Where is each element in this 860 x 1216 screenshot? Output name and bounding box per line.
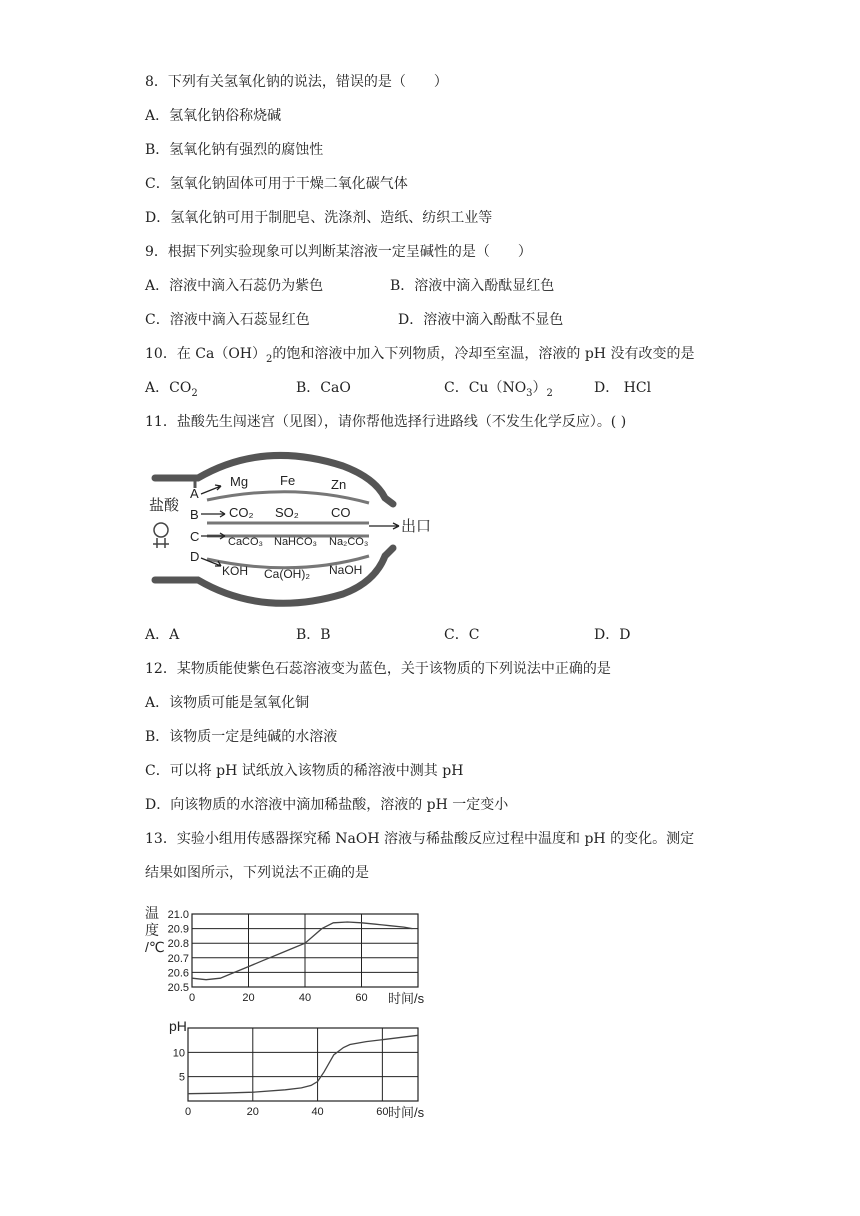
route-label-d: D: [190, 549, 200, 564]
chart1-x-tick-label: 40: [311, 1106, 324, 1118]
chem-naoh: NaOH: [329, 563, 363, 577]
q12-option-a: A．该物质可能是氢氧化铜: [145, 695, 310, 711]
chart0-y-tick-label: 20.5: [167, 982, 189, 994]
q8-option-c: C．氢氧化钠固体可用于干燥二氧化碳气体: [145, 176, 408, 192]
chart1-x-tick-label: 20: [246, 1106, 259, 1118]
ph-chart: [140, 1014, 440, 1122]
q11-option-a: A．A: [145, 627, 180, 643]
q10-option-d: D． HCl: [594, 380, 652, 396]
temperature-chart: [140, 900, 440, 1008]
maze-diagram: [143, 448, 432, 608]
maze-acid-label: 盐酸: [149, 497, 180, 514]
acid-character-body: [153, 538, 169, 548]
q10-option-c: [444, 379, 553, 403]
q10-option-a: [145, 379, 198, 403]
chart1-y-tick-label: 5: [178, 1071, 185, 1084]
q11-stem: 11．盐酸先生闯迷宫（见图），请你帮他选择行进路线（不发生化学反应）。( ): [145, 414, 627, 430]
chart0-y-axis-label: 度: [145, 922, 159, 938]
q8-stem: 8．下列有关氢氧化钠的说法，错误的是（ ）: [145, 74, 448, 90]
q8-option-d: D．氢氧化钠可用于制肥皂、洗涤剂、造纸、纺织工业等: [145, 210, 493, 226]
q11-option-b: B．B: [296, 627, 331, 643]
chem-co: CO: [331, 505, 351, 520]
q10-stem: [145, 345, 694, 369]
chem-nahco3: NaHCO₃: [274, 536, 317, 548]
q10-a-sub: 2: [191, 387, 198, 399]
q8-option-b: B．氢氧化钠有强烈的腐蚀性: [145, 142, 324, 158]
chem-koh: KOH: [222, 564, 249, 578]
q11-option-d: D．D: [594, 627, 631, 643]
chart1-y-tick-label: 10: [172, 1047, 185, 1060]
chart0-y-axis-label: 温: [145, 905, 159, 921]
chart0-y-tick-label: 20.7: [167, 952, 189, 965]
q9-option-b: B．溶液中滴入酚酞显红色: [390, 278, 555, 294]
q9-option-d: D．溶液中滴入酚酞不显色: [398, 312, 564, 328]
chem-mg: Mg: [230, 474, 249, 489]
q9-stem: 9．根据下列实验现象可以判断某溶液一定呈碱性的是（ ）: [145, 244, 532, 260]
chart0-y-tick-label: 20.8: [167, 938, 189, 951]
chart0-y-axis-label: /℃: [145, 939, 165, 955]
chart1-x-axis-label: 时间/s: [388, 1105, 425, 1120]
chart1-y-axis-label: pH: [169, 1018, 187, 1034]
q12-option-d: D．向该物质的水溶液中滴加稀盐酸，溶液的 pH 一定变小: [145, 797, 509, 813]
chem-zn: Zn: [331, 477, 347, 492]
chem-so2: SO₂: [275, 505, 299, 520]
chem-caoh2: Ca(OH)₂: [264, 567, 310, 581]
chart0-y-tick-label: 20.6: [167, 967, 189, 980]
q9-option-a: A．溶液中滴入石蕊仍为紫色: [145, 278, 324, 294]
chart0-y-tick-label: 21.0: [167, 909, 189, 921]
acid-character-icon: [154, 523, 168, 537]
q13-stem-line1: 13．实验小组用传感器探究稀 NaOH 溶液与稀盐酸反应过程中温度和 pH 的变化。测定: [145, 831, 695, 847]
q10-c-text: C．Cu（NO: [444, 380, 527, 396]
q9-option-c: C．溶液中滴入石蕊显红色: [145, 312, 310, 328]
chart1-x-tick-label: 0: [184, 1106, 192, 1118]
route-arrow-b: [201, 511, 225, 517]
chem-fe: Fe: [280, 473, 296, 488]
chem-caco3: CaCO₃: [228, 536, 264, 548]
chem-na2co3: Na₂CO₃: [329, 536, 369, 548]
q10-c-sub2: 2: [546, 387, 553, 399]
q10-c-sub1: 3: [526, 387, 533, 399]
exit-arrow: [369, 523, 399, 529]
chem-co2: CO₂: [229, 505, 254, 520]
q13-stem-line2: 结果如图所示，下列说法不正确的是: [145, 865, 369, 881]
q10-c-mid: ）: [532, 380, 547, 396]
chart0-y-tick-label: 20.9: [167, 923, 189, 936]
chart1-series-line-0: [188, 1035, 418, 1093]
q10-stem-post: 的饱和溶液中加入下列物质，冷却至室温，溶液的 pH 没有改变的是: [272, 346, 695, 362]
q12-option-c: C．可以将 pH 试纸放入该物质的稀溶液中测其 pH: [145, 763, 464, 779]
q10-stem-pre: 10．在 Ca（OH）: [145, 346, 267, 362]
q10-option-b: B．CaO: [296, 380, 351, 396]
maze-divider-1: [207, 492, 369, 503]
chart1-x-tick-label: 60: [376, 1106, 389, 1118]
q10-stem-sub: 2: [266, 353, 273, 365]
q12-option-b: B．该物质一定是纯碱的水溶液: [145, 729, 338, 745]
chart0-x-tick-label: 20: [242, 992, 255, 1004]
q11-option-c: C．C: [444, 627, 480, 643]
chart0-x-tick-label: 40: [298, 992, 312, 1004]
q8-option-a: A．氢氧化钠俗称烧碱: [145, 108, 282, 124]
chart0-x-tick-label: 60: [355, 992, 368, 1004]
maze-exit-label: 出口: [401, 518, 432, 535]
chart0-x-tick-label: 0: [188, 992, 196, 1004]
route-label-c: C: [190, 529, 200, 544]
route-label-b: B: [190, 507, 199, 522]
chart0-x-axis-label: 时间/s: [388, 991, 425, 1006]
route-arrow-a: [201, 485, 221, 494]
chart0-series-line-0: [192, 922, 412, 980]
q12-stem: 12．某物质能使紫色石蕊溶液变为蓝色，关于该物质的下列说法中正确的是: [145, 661, 611, 677]
route-arrow-c: [201, 533, 225, 539]
q10-a-text: A．CO: [145, 380, 192, 396]
route-label-a: A: [190, 486, 199, 501]
